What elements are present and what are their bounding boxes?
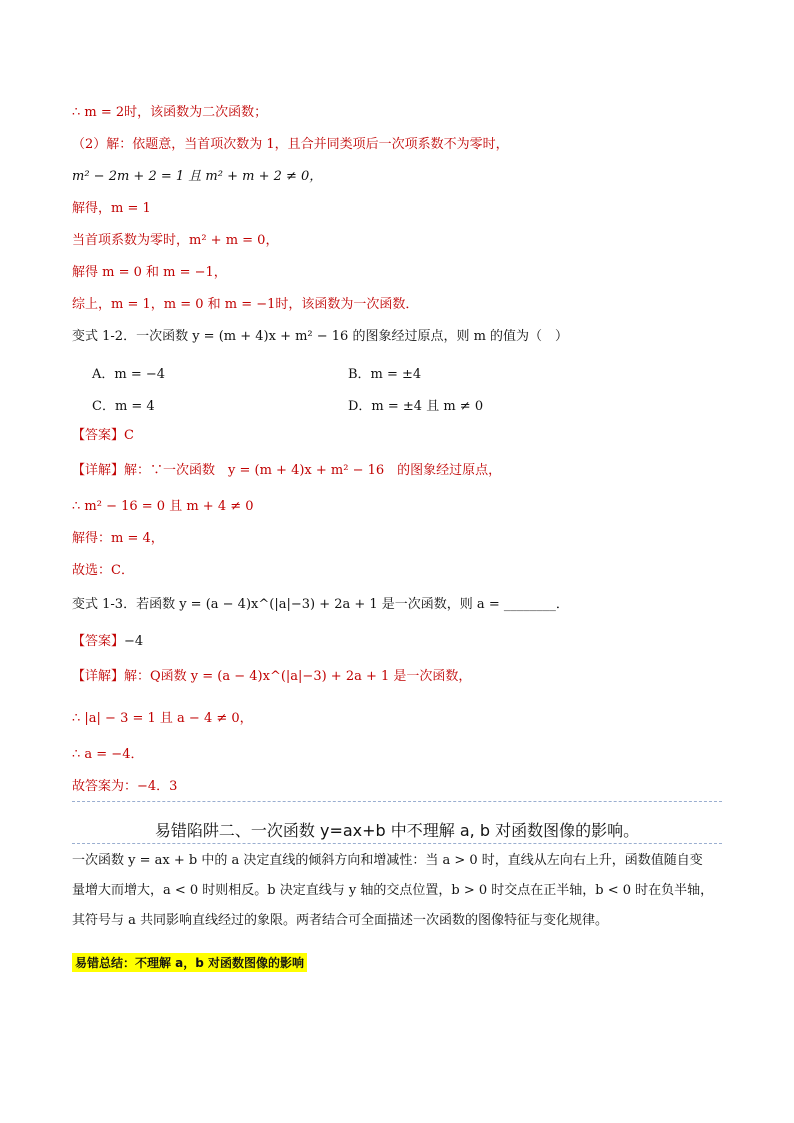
line-part2-intro: （2）解：依题意，当首项次数为 1，且合并同类项后一次项系数不为零时， (72, 137, 509, 152)
detail-label: 【详解】 (72, 463, 125, 478)
detail-label: 【详解】 (72, 669, 125, 684)
detail-1-2 (72, 462, 501, 480)
line-solve-1: 解得，m = 1 (72, 201, 151, 216)
divider-bottom (72, 843, 722, 844)
answer-value: C (124, 428, 134, 443)
divider-top (72, 801, 722, 802)
detail-1-3-step-2: ∴ |a| − 3 = 1 且 a − 4 ≠ 0， (72, 711, 253, 726)
answer-1-2 (72, 427, 134, 445)
line-conclusion-quadratic: ∴ m = 2时，该函数为二次函数； (72, 105, 268, 120)
detail-1-2-step-3: 解得：m = 4， (72, 531, 164, 546)
answer-1-3 (72, 633, 143, 651)
detail-1-2-step-4: 故选：C． (72, 563, 134, 578)
line-equation-1: m² − 2m + 2 = 1 且 m² + m + 2 ≠ 0， (72, 169, 323, 184)
detail-1-3-step-3: ∴ a = −4． (72, 747, 144, 762)
detail-1-3 (72, 668, 471, 686)
detail-1-3-step-4: 故答案为：−4．3 (72, 779, 178, 794)
detail-1-2-step-2: ∴ m² − 16 = 0 且 m + 4 ≠ 0 (72, 499, 254, 514)
option-a: A．m = −4 (92, 367, 166, 382)
line-summary: 综上，m = 1，m = 0 和 m = −1时，该函数为一次函数． (72, 297, 419, 312)
option-b: B．m = ±4 (348, 367, 422, 382)
summary-highlight: 易错总结：不理解 a，b 对函数图像的影响 (72, 953, 307, 972)
section-para-2: 量增大而增大，a < 0 时则相反。b 决定直线与 y 轴的交点位置，b > 0 时交点在正半轴，b < 0 时在负半轴， (72, 883, 714, 898)
detail-text: 解：∵一次函数 y = (m + 4)x + m² − 16 的图象经过原点， (124, 463, 502, 478)
section-para-3: 其符号与 a 共同影响直线经过的象限。两者结合可全面描述一次函数的图像特征与变化规律。 (72, 913, 609, 928)
section-para-1: 一次函数 y = ax + b 中的 a 决定直线的倾斜方向和增减性：当 a > 0 时，直线从左向右上升，函数值随自变 (72, 853, 703, 868)
question-1-2-stem: 变式 1-2．一次函数 y = (m + 4)x + m² − 16 的图象经过原点，则 m 的值为（ ） (72, 329, 569, 344)
answer-label: 【答案】 (72, 634, 125, 649)
answer-value: −4 (124, 634, 144, 649)
line-solve-2: 解得 m = 0 和 m = −1， (72, 265, 227, 280)
section-title: 易错陷阱二、一次函数 y=ax+b 中不理解 a, b 对函数图像的影响。 (154, 821, 640, 840)
question-1-3-stem: 变式 1-3．若函数 y = (a − 4)x^(|a|−3) + 2a + 1 是一次函数，则 a = ________． (72, 597, 569, 612)
option-d: D．m = ±4 且 m ≠ 0 (348, 399, 484, 414)
option-c: C．m = 4 (92, 399, 155, 414)
line-leading-zero: 当首项系数为零时，m² + m = 0， (72, 233, 279, 248)
detail-text: 解：Q函数 y = (a − 4)x^(|a|−3) + 2a + 1 是一次函数， (124, 669, 472, 684)
answer-label: 【答案】 (72, 428, 125, 443)
